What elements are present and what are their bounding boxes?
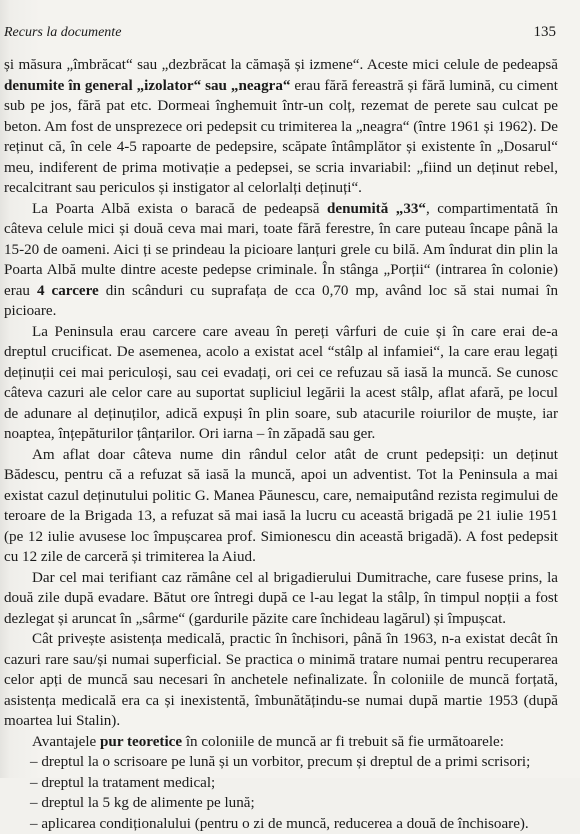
page-header	[4, 24, 558, 41]
paragraph-2: La Poarta Albă exista o baracă de pedeapsă denumită „33“, compartimentată în câteva celule mici și două ceva mai mari, toate fără ferestre, în care puteau încape până la 15-20 de oameni. Aici ți se prindeau la picioare lanțuri grele cu bilă. Am îndurat din plin la Poarta Albă multe dintre aceste pedepse criminale. În stânga „Porții“ (intrarea în colonie) erau 4 carcere din scânduri cu suprafața de cca 0,70 mp, având loc să stai numai în picioare.	[4, 199, 558, 322]
paragraph-4: Am aflat doar câteva nume din rândul celor atât de crunt pedepsiți: un deținut Bădescu, pentru că a refuzat să iasă la muncă, apoi un adventist. Tot la Peninsula a mai existat cazul deținutului politic G. Manea Păunescu, care, nemaiputând rezista regimului de teroare de la Brigada 13, a refuzat să mai iasă la lucru cu această brigadă pe 21 iulie 1951 (pe 12 iulie avusese loc împușcarea prof. Simionescu din această brigadă). A fost pedepsit cu 12 zile de carceră și trimiterea la Aiud.	[4, 445, 558, 568]
page-body	[4, 55, 558, 834]
bold-phrase: denumită „33“	[327, 201, 426, 217]
running-head: Recurs la documente	[4, 25, 121, 41]
bold-phrase: denumite în general „izolator“ sau „neagra“	[4, 78, 290, 94]
paragraph-7: Avantajele pur teoretice în coloniile de muncă ar fi trebuit să fie următoarele:	[4, 732, 558, 753]
paragraph-3: La Peninsula erau carcere care aveau în pereți vârfuri de cuie și în care erai de-a dreptul crucificat. De asemenea, acolo a existat acel “stâlp al infamiei“, la care erau legați deținuții cei mai periculoși, sau cei evadați, ori cei ce refuzau să iasă la muncă. Se cunosc câteva cazuri ale celor care au suportat supliciul legării la acest stâlp, aflat afară, pe locul de adunare al deținuților, adică expuși în plin soare, sub atacurile roiurilor de muște, iar noaptea, înțepăturilor țânțarilor. Ori iarna – în zăpadă sau ger.	[4, 322, 558, 445]
rights-list	[4, 752, 558, 834]
list-item: – dreptul la 5 kg de alimente pe lună;	[30, 793, 558, 814]
list-item: – dreptul la o scrisoare pe lună și un vorbitor, precum și dreptul de a primi scrisori;	[30, 752, 558, 773]
page-number: 135	[534, 24, 559, 41]
bold-phrase: pur teoretice	[100, 734, 182, 750]
paragraph-5: Dar cel mai terifiant caz rămâne cel al brigadierului Dumitrache, care fusese prins, la două zile după evadare. Bătut ore întregi după ce l-au legat la stâlp, în timpul nopții a fost dezlegat și aruncat în „sârme“ (gardurile păzite care închideau lagărul) și împușcat.	[4, 568, 558, 630]
bold-phrase: 4 carcere	[37, 283, 99, 299]
list-item: – dreptul la tratament medical;	[30, 773, 558, 794]
list-item: – aplicarea condiționalului (pentru o zi de muncă, reducerea a două de închisoare).	[30, 814, 558, 834]
paragraph-6: Cât privește asistența medicală, practic în închisori, până în 1963, n-a existat decât în cazuri rare sau/și numai superficial. Se practica o minimă tratare numai pentru recuperarea celor apți de muncă sau necesari în anchetele nefinalizate. În coloniile de muncă forțată, asistența medicală era ca și inexistentă, îmbunătățindu-se numai după martie 1953 (după moartea lui Stalin).	[4, 629, 558, 732]
paragraph-1: și măsura „îmbrăcat“ sau „dezbrăcat la cămașă și izmene“. Aceste mici celule de pedeapsă denumite în general „izolator“ sau „neagra“ erau fără fereastră și fără lumină, cu ciment sub pe jos, fără pat etc. Dormeai înghemuit într-un colț, rezemat de perete sau culcat pe beton. Am fost de unsprezece ori pedepsit cu trimiterea la „neagra“ (între 1961 și 1962). De reținut că, în cele 4-5 rapoarte de pedepsire, scăpate întâmplător și existente în „Dosarul“ meu, indiferent de prima motivație a pedepsei, se scria invariabil: „fiind un deținut rebel, recalcitrant sau periculos și instigator al celorlalți deținuți“.	[4, 55, 558, 199]
